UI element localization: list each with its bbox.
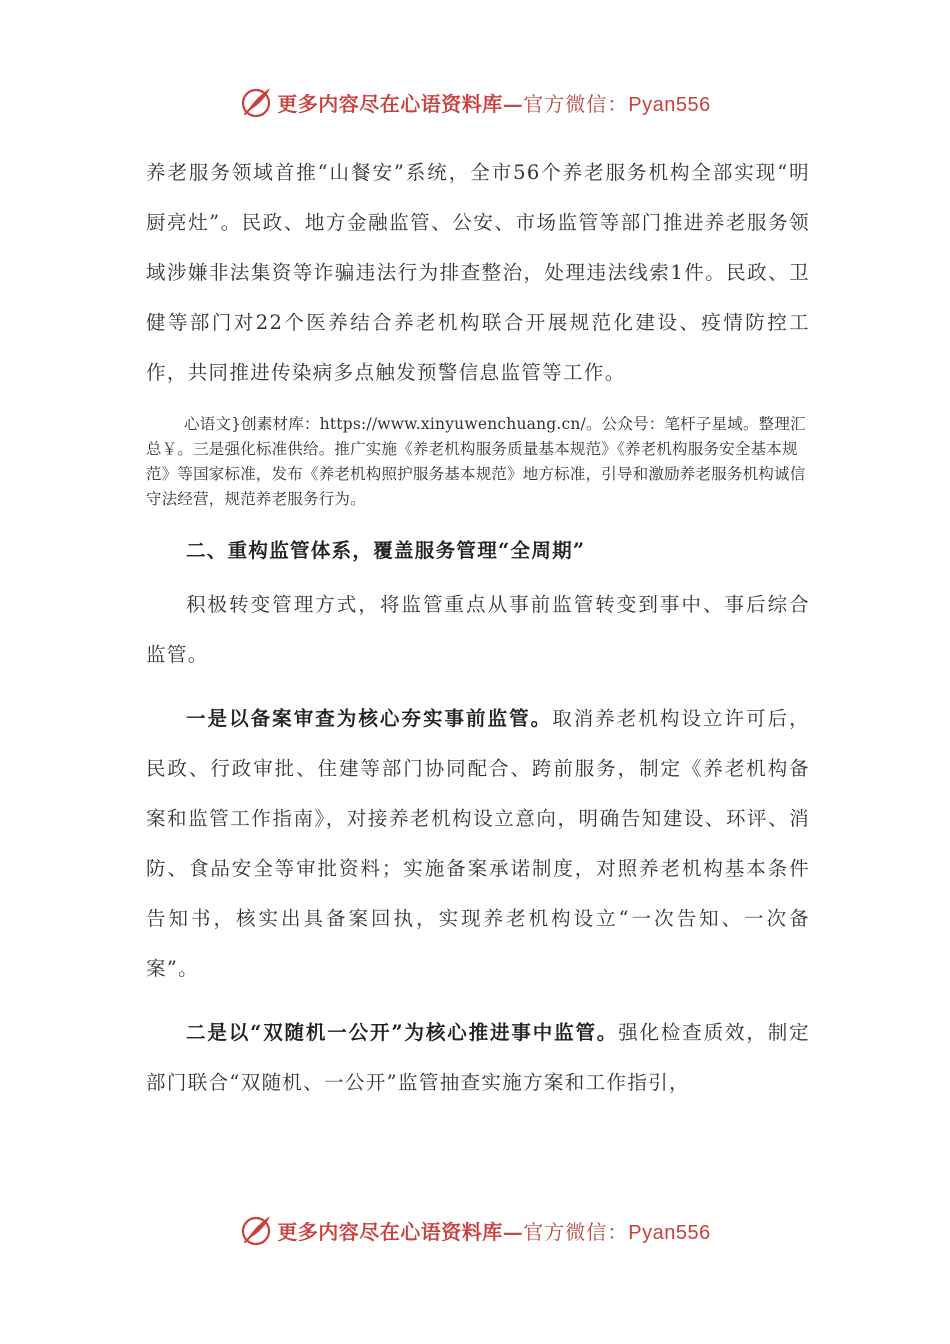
footer-banner-text (277, 1216, 710, 1245)
paragraph-5-text: 强化检查质效，制定部门联合“双随机、一公开”监管抽查实施方案和工作指引， (146, 1021, 810, 1094)
paragraph-2: 心语文}创素材库：https://www.xinyuwenchuang.cn/。公众号：笔杆子星域。整理汇总￥。三是强化标准供给。推广实施《养老机构服务质量基本规范》《养老机构服务安全基本规范》等国家标准，发布《养老机构照护服务基本规范》地方标准，引导和激励养老服务机构诚信守法经营，规范养老服务行为。 (146, 415, 806, 508)
paragraph-1: 养老服务领域首推“山餐安”系统，全市56个养老服务机构全部实现“明厨亮灶”。民政、地方金融监管、公安、市场监管等部门推进养老服务领域涉嫌非法集资等诈骗违法行为排查整治，处理违法线索1件。民政、卫健等部门对22个医养结合养老机构联合开展规范化建设、疫情防控工作，共同推进传染病多点触发预警信息监管等工作。 (146, 161, 810, 384)
paragraph-5-lead: 二是以“双随机一公开”为核心推进事中监管。 (186, 1021, 619, 1044)
paragraph-4-lead: 一是以备案审查为核心夯实事前监管。 (186, 707, 553, 730)
footer-banner-separator: — (502, 1219, 524, 1244)
document-body (146, 148, 810, 1108)
footer-banner-wechat-id: Pyan556 (628, 1221, 711, 1244)
footer-banner-wechat-label: 官方微信： (523, 1219, 629, 1244)
footer-banner-main: 更多内容尽在心语资料库 (277, 1219, 503, 1244)
header-banner (0, 82, 950, 122)
header-banner-text (277, 88, 710, 117)
paragraph-3: 积极转变管理方式，将监管重点从事前监管转变到事中、事后综合监管。 (146, 593, 810, 666)
paragraph-4-text: 取消养老机构设立许可后，民政、行政审批、住建等部门协同配合、跨前服务，制定《养老机构备案和监管工作指南》，对接养老机构设立意向，明确告知建设、环评、消防、食品安全等审批资料；实施备案承诺制度，对照养老机构基本条件告知书，核实出具备案回执，实现养老机构设立“一次告知、一次备案”。 (146, 707, 811, 980)
header-banner-wechat-label: 官方微信： (523, 91, 629, 116)
section-heading-2: 二、重构监管体系，覆盖服务管理“全周期” (186, 539, 586, 562)
header-banner-wechat-id: Pyan556 (628, 93, 711, 116)
footer-banner (0, 1210, 950, 1250)
quill-logo-icon (239, 85, 273, 119)
quill-logo-icon (239, 1213, 273, 1247)
paragraph-4 (146, 694, 810, 994)
paragraph-5 (146, 1008, 810, 1108)
header-banner-separator: — (502, 91, 524, 116)
header-banner-main: 更多内容尽在心语资料库 (277, 91, 503, 116)
